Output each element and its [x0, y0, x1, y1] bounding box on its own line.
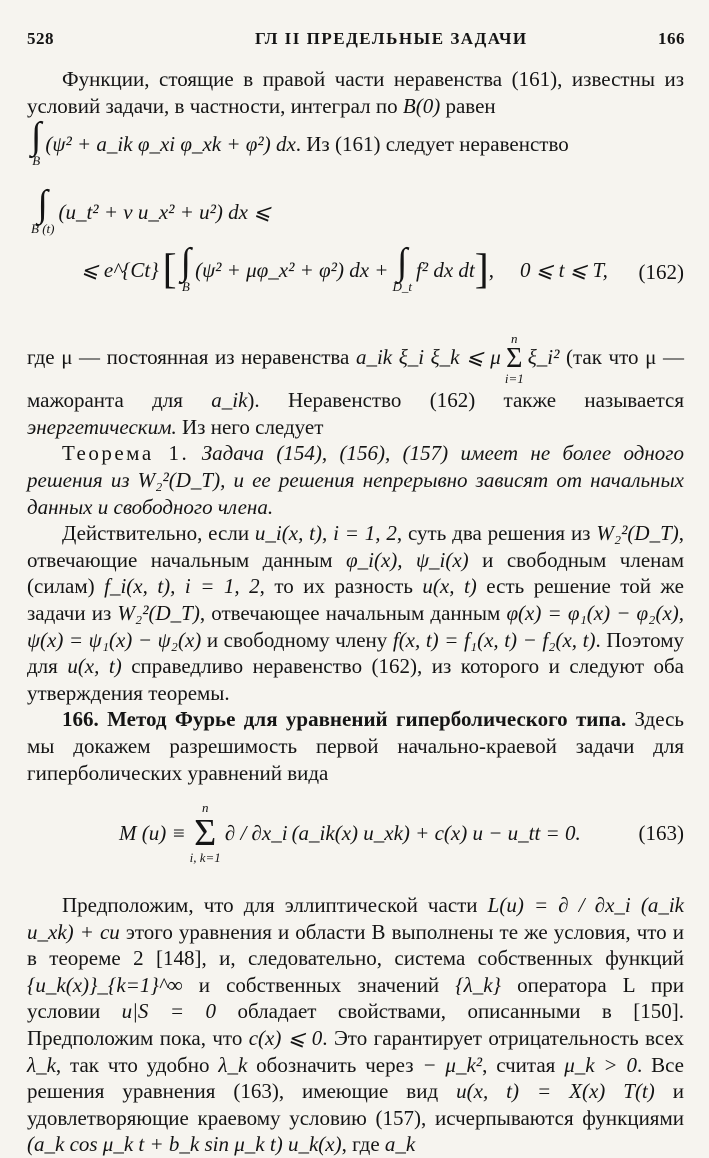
- page-body: [27, 66, 684, 1158]
- eq162-rhs2: (ψ² + μφ_x² + φ²) dx +: [195, 257, 389, 282]
- theorem-1: [27, 440, 684, 520]
- paragraph-4: Предположим, что для эллиптической части L(u) = ∂ / ∂x_i (a_ik u_xk) + cu этого уравнения и области B выполнены те же условия, что и в теореме 2 [148], и, следовательно, система собственных функций {u_k(x)}_{k=1}^∞ и собственных значений {λ_k} оператора L при условии u|S = 0 обладает свойствами, описанными в [150]. Предположим пока, что c(x) ⩽ 0. Это гарантирует отрицательность всех λ_k, так что удобно λ_k обозначить через − μ_k², считая μ_k > 0. Все решения уравнения (163), имеющие вид u(x, t) = X(x) T(t) и удовлетворяющие краевому условию (157), исчерпываются функциями (a_k cos μ_k t + b_k sin μ_k t) u_k(x), где a_k: [27, 893, 685, 1157]
- eq162-rhs3: f² dx dt: [415, 257, 475, 282]
- equation-number-163: (163): [638, 821, 684, 846]
- integral-line: ∫ B (ψ² + a_ik φ_xi φ_xk + φ²) dx . Из (161) следует неравенство: [31, 115, 569, 169]
- equation-163: M (u) ≡ n Σ i, k=1 ∂ / ∂x_i (a_ik(x) u_xk) + c(x) u − u_tt = 0. (163): [119, 800, 684, 866]
- eq162-condition: 0 ⩽ t ⩽ T,: [520, 257, 608, 282]
- integrand-1: (ψ² + a_ik φ_xi φ_xk + φ²) dx: [45, 131, 296, 156]
- eq163-rhs: (a_ik(x) u_xk) + c(x) u − u_tt = 0.: [291, 820, 581, 845]
- integral-lower-Dt: D_t: [392, 279, 412, 295]
- eq162-lhs: (u_t² + ν u_x² + u²) dx ⩽: [58, 199, 271, 224]
- integral-lower-B: B: [32, 153, 41, 169]
- paragraph-3: Действительно, если u_i(x, t), i = 1, 2, суть два решения из W₂²(D_T), отвечающие начальным данным φ_i(x), ψ_i(x) и свободным членам (силам) f_i(x, t), i = 1, 2, то их разность u(x, t) есть решение той же задачи из W₂²(D_T), отвечающее начальным данным φ(x) = φ₁(x) − φ₂(x), ψ(x) = ψ₁(x) − ψ₂(x) и свободному члену f(x, t) = f₁(x, t) − f₂(x, t). Поэтому для u(x, t) справедливо неравенство (162), из которого и следуют оба утверждения теоремы.: [27, 521, 685, 705]
- paragraph-2: где μ — постоянная из неравенства a_ik ξ_i ξ_k ⩽ μ n Σ i=1 ξ_i² (так что μ — мажоранта для a_ik). Неравенство (162) также называется энергетическим. Из него следует: [27, 331, 685, 439]
- eq162-rhs1: ⩽ e^{Ct}: [81, 257, 159, 282]
- integral-lower-Bt: B (t): [31, 221, 55, 237]
- paragraph-1: Функции, стоящие в правой части неравенства (161), известны из условий задачи, в частности, интеграл по B(0) равен: [27, 67, 684, 118]
- equation-number-162: (162): [638, 260, 684, 285]
- theorem-text: Задача (154), (156), (157) имеет не более одного решения из W₂²(D_T), и ее решения непрерывно зависят от начальных данных и свободного члена.: [27, 441, 684, 519]
- section-166: 166. Метод Фурье для уравнений гиперболического типа. Здесь мы докажем разрешимость первой начально-краевой задачи для гиперболических уравнений вида: [27, 707, 684, 785]
- running-header: [27, 26, 685, 52]
- page-number: 528: [27, 29, 54, 48]
- theorem-label: Теорема 1.: [62, 441, 190, 466]
- section-number: 166: [658, 29, 685, 48]
- eq163-derivative: ∂ / ∂x_i: [224, 820, 288, 845]
- equation-162: ∫ B (t) (u_t² + ν u_x² + u²) dx ⩽ ⩽ e^{Ct} [ ∫ B (ψ² + μφ_x² + φ²) dx + ∫ D_t f² dx dt ] , 0 ⩽ t ⩽ T, (162): [31, 183, 684, 295]
- chapter-title: ГЛ II ПРЕДЕЛЬНЫЕ ЗАДАЧИ: [255, 29, 528, 48]
- eq163-lhs: M (u) ≡: [119, 820, 186, 845]
- section-title: 166. Метод Фурье для уравнений гиперболического типа.: [62, 707, 627, 732]
